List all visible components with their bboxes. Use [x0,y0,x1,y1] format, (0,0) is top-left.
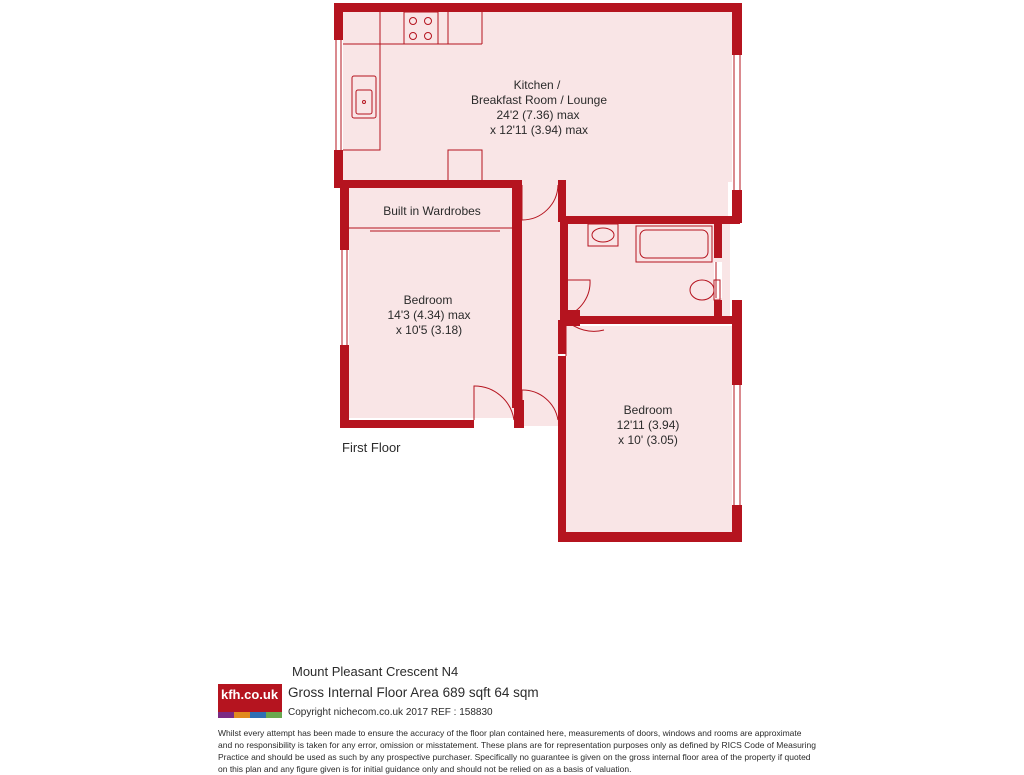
bedroom1-label-line3: x 10'5 (3.18) [395,323,463,337]
logo-bar-3 [250,712,266,718]
bedroom2-label [617,403,680,447]
kitchen-label-line3: 24'2 (7.36) max [496,108,580,122]
logo-text: kfh.co.uk [221,687,279,702]
cupboard [566,310,580,326]
bedroom1-label-line2: 14'3 (4.34) max [387,308,471,322]
property-address: Mount Pleasant Crescent N4 [292,664,459,679]
bedroom2-label-line1: Bedroom [623,403,673,417]
bedroom2-label-line3: x 10' (3.05) [618,433,678,447]
gross-floor-area: Gross Internal Floor Area 689 sqft 64 sqm [288,685,539,700]
wardrobes-label: Built in Wardrobes [383,204,481,218]
logo-bar-2 [234,712,250,718]
logo-color-bars [218,712,282,718]
bedroom1-label-line1: Bedroom [403,293,453,307]
floor-label: First Floor [342,440,401,455]
disclaimer: Whilst every attempt has been made to ensure the accuracy of the floor plan contained here, measurements of doors, windows and rooms are approximate and no responsibility is taken for any error, omission or misstatement. These plans are for representation purposes only as defined by RICS Code of Measuring Practice and should be used as such by any prospective purchaser. Specifically no guarantee is given on the gross internal floor area of the property if quoted on this plan and any figure given is for initial guidance only and should not be relied on as a basis of valuation. [218,728,816,774]
kfh-logo [218,684,282,718]
copyright: Copyright nichecom.co.uk 2017 REF : 158830 [288,707,493,718]
kitchen-label-line1: Kitchen / [513,78,561,92]
bedroom2-label-line2: 12'11 (3.94) [616,418,680,432]
logo-bar-4 [266,712,282,718]
kitchen-label-line4: x 12'11 (3.94) max [489,123,589,137]
kitchen-label-line2: Breakfast Room / Lounge [470,93,608,107]
logo-bar-1 [218,712,234,718]
